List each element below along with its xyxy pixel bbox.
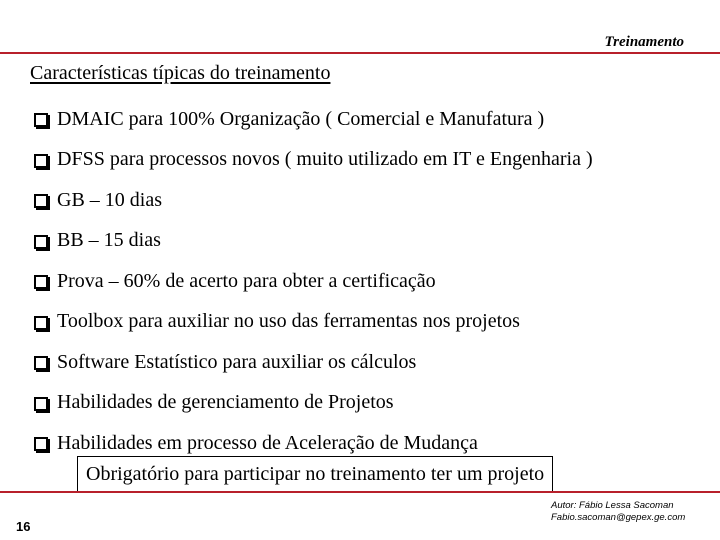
checkbox-bullet-icon bbox=[34, 194, 48, 208]
list-item bbox=[34, 302, 593, 343]
section-heading: Características típicas do treinamento bbox=[30, 62, 331, 84]
top-divider bbox=[0, 52, 720, 54]
header-title: Treinamento bbox=[604, 34, 684, 50]
checkbox-bullet-icon bbox=[34, 437, 48, 451]
checkbox-bullet-icon bbox=[34, 235, 48, 249]
checkbox-bullet-icon bbox=[34, 275, 48, 289]
list-item-text: Toolbox para auxiliar no uso das ferramentas nos projetos bbox=[57, 310, 520, 333]
checkbox-bullet-icon bbox=[34, 397, 48, 411]
list-item bbox=[34, 342, 593, 383]
list-item-text: Habilidades em processo de Aceleração de Mudança bbox=[57, 431, 478, 454]
list-item-text: GB – 10 dias bbox=[57, 188, 162, 211]
bullet-list bbox=[34, 99, 593, 464]
list-item bbox=[34, 383, 593, 424]
checkbox-bullet-icon bbox=[34, 356, 48, 370]
list-item bbox=[34, 180, 593, 221]
author-name: Autor: Fábio Lessa Sacoman bbox=[551, 500, 674, 511]
list-item bbox=[34, 261, 593, 302]
list-item-text: Prova – 60% de acerto para obter a certificação bbox=[57, 269, 436, 292]
checkbox-bullet-icon bbox=[34, 113, 48, 127]
list-item-text: DFSS para processos novos ( muito utilizado em IT e Engenharia ) bbox=[57, 148, 593, 171]
author-block bbox=[551, 500, 685, 524]
list-item-text: BB – 15 dias bbox=[57, 229, 161, 252]
list-item-text: DMAIC para 100% Organização ( Comercial e Manufatura ) bbox=[57, 107, 545, 130]
list-item-text: Software Estatístico para auxiliar os cálculos bbox=[57, 350, 417, 373]
list-item bbox=[34, 221, 593, 262]
list-item-text: Habilidades de gerenciamento de Projetos bbox=[57, 391, 394, 414]
checkbox-bullet-icon bbox=[34, 316, 48, 330]
bottom-divider bbox=[0, 491, 720, 493]
checkbox-bullet-icon bbox=[34, 154, 48, 168]
author-email: Fabio.sacoman@gepex.ge.com bbox=[551, 512, 686, 523]
list-item bbox=[34, 99, 593, 140]
page-number: 16 bbox=[16, 519, 31, 534]
boxed-note: Obrigatório para participar no treinamento ter um projeto bbox=[77, 456, 553, 492]
list-item bbox=[34, 140, 593, 181]
